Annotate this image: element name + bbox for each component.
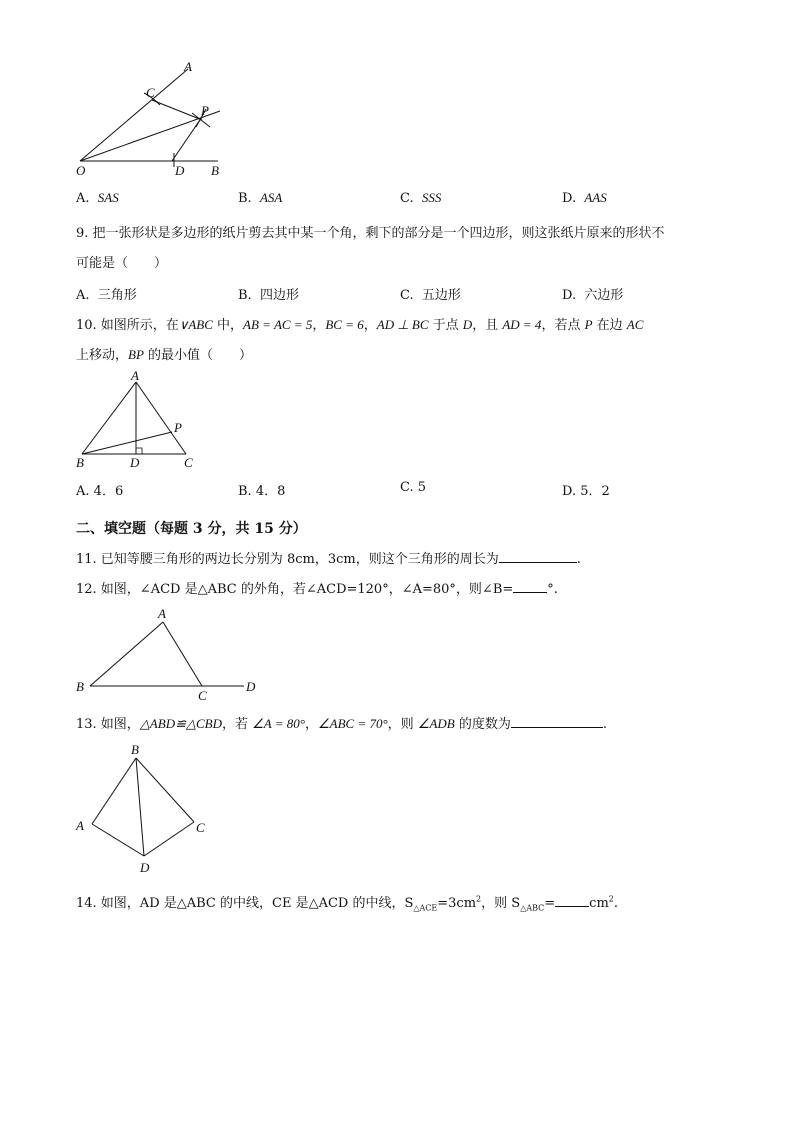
q9-option-b[interactable]: B. 四边形 <box>238 288 299 303</box>
q12-figure <box>70 602 270 706</box>
q14-text: 14. 如图，AD 是△ABC 的中线，CE 是△ACD 的中线，$S_{\triangle ACE}=3cm^2$，则 $S_{\triangle ABC}= cm^2$. <box>76 894 619 913</box>
q9-option-d[interactable]: D. 六边形 <box>562 288 624 303</box>
section-title-fill-in: 二、填空题（每题 3 分，共 15 分） <box>76 521 307 537</box>
q12-answer-blank[interactable] <box>513 580 547 593</box>
q10-option-b[interactable]: B. 4．8 <box>238 484 286 499</box>
q14-answer-blank[interactable] <box>555 894 589 907</box>
q13-answer-blank[interactable] <box>511 715 603 728</box>
q10-label-c: C <box>184 455 193 470</box>
q10-label-d: D <box>130 455 140 470</box>
q13-text: 13. 如图，△ABD≌△CBD，若 ∠A = 80°，∠ABC = 70°，则 ∠ADB 的度数为 . <box>76 716 608 732</box>
q8-option-b[interactable]: B. ASA <box>238 190 283 206</box>
q8-option-c[interactable]: C. SSS <box>400 190 442 206</box>
q8-label-p: P <box>201 103 209 118</box>
q10-label-p: P <box>174 420 182 435</box>
q10-figure <box>70 366 210 474</box>
q8-label-a: A <box>184 59 192 74</box>
q10-text-line2: 上移动，BP 的最小值（ ） <box>76 347 253 363</box>
q10-text-line1: 10. 如图所示，在∨ABC 中，AB = AC = 5，BC = 6，AD ⊥ BC 于点 D，且 AD = 4，若点 P 在边 AC <box>76 317 644 333</box>
q8-label-o: O <box>76 163 86 178</box>
q12-label-b: B <box>76 679 84 694</box>
q8-option-d[interactable]: D. AAS <box>562 190 607 206</box>
q10-label-b: B <box>76 455 84 470</box>
q9-option-a[interactable]: A. 三角形 <box>76 288 137 303</box>
q12-text: 12. 如图，∠ACD 是△ABC 的外角，若∠ACD=120°，∠A=80°，则∠B= °. <box>76 582 558 597</box>
q8-label-c: C <box>146 85 155 100</box>
q8-option-a[interactable]: A. SAS <box>76 190 119 206</box>
q11-answer-blank[interactable] <box>499 550 577 563</box>
q10-option-c[interactable]: C. 5 <box>400 480 427 495</box>
q13-label-b: B <box>131 742 139 757</box>
q9-option-c[interactable]: C. 五边形 <box>400 288 461 303</box>
q12-label-a: A <box>158 606 166 621</box>
q10-label-a: A <box>131 368 139 383</box>
q12-label-d: D <box>246 679 256 694</box>
q9-text-line2: 可能是（ ） <box>76 256 168 271</box>
q8-label-d: D <box>175 163 185 178</box>
q13-label-a: A <box>76 818 84 833</box>
q12-label-c: C <box>198 688 207 703</box>
q9-text-line1: 9. 把一张形状是多边形的纸片剪去其中某一个角，剩下的部分是一个四边形，则这张纸片原来的形状不 <box>76 226 665 241</box>
q8-figure <box>70 55 240 180</box>
q13-label-c: C <box>196 820 205 835</box>
q13-label-d: D <box>140 860 150 875</box>
q11-text: 11. 已知等腰三角形的两边长分别为 8cm，3cm，则这个三角形的周长为 . <box>76 552 581 567</box>
q10-option-d[interactable]: D. 5．2 <box>562 484 610 499</box>
q8-label-b: B <box>211 163 219 178</box>
q13-figure <box>70 738 220 878</box>
q10-option-a[interactable]: A. 4．6 <box>76 484 124 499</box>
